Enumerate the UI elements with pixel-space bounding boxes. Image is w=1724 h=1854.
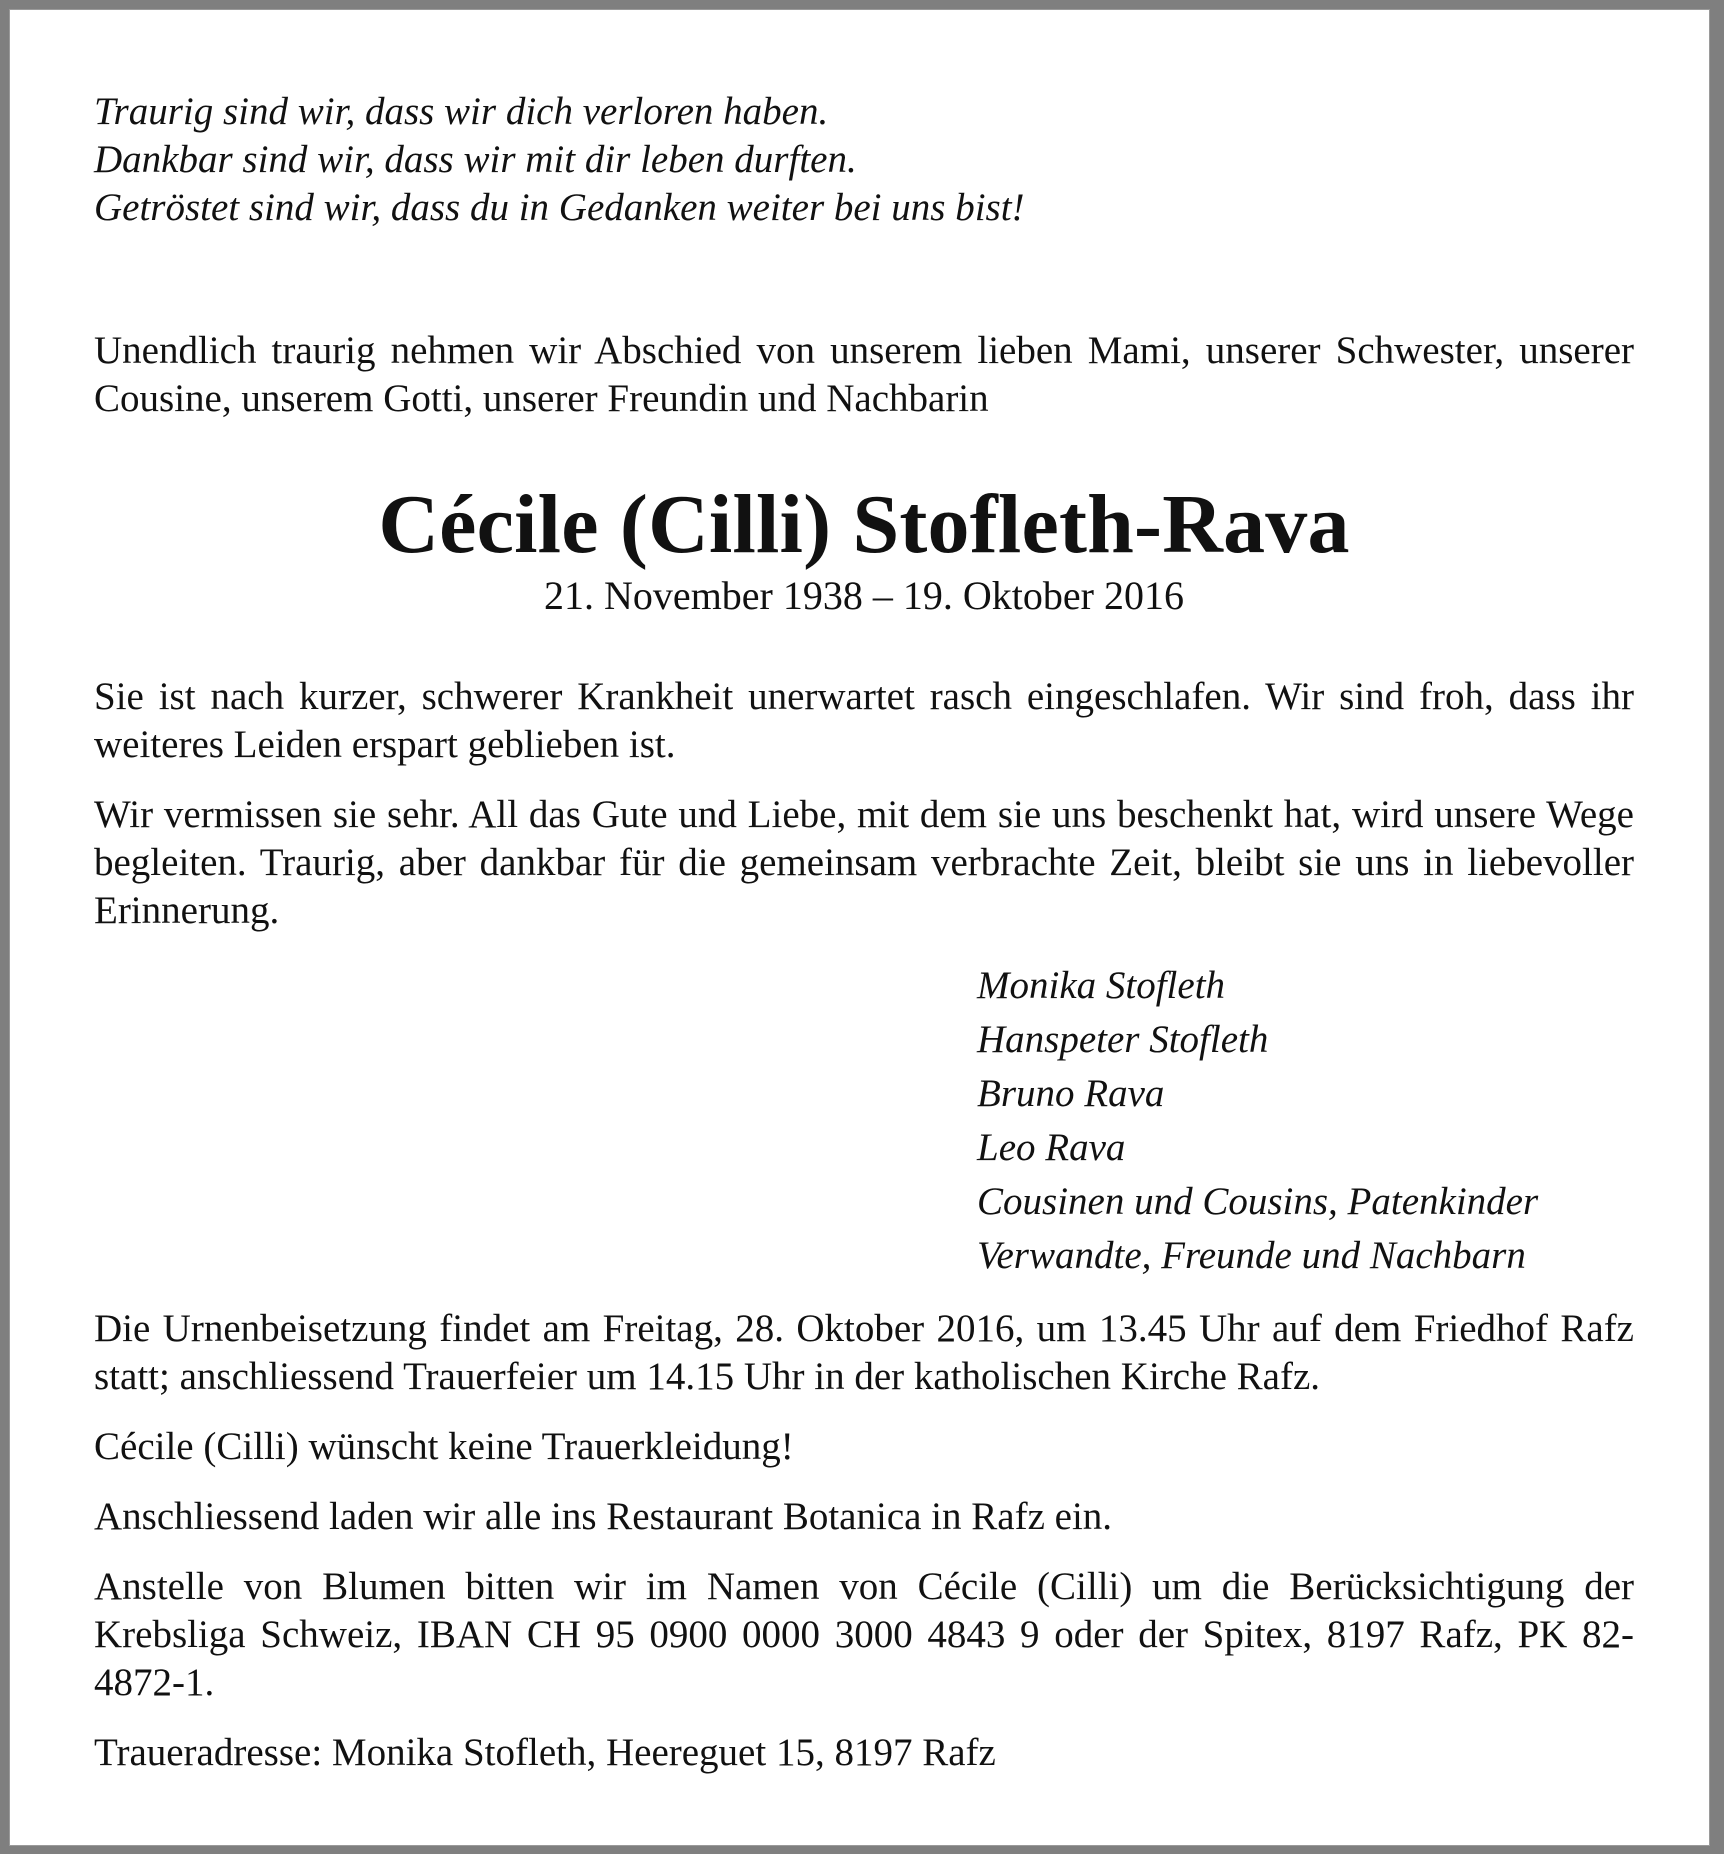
motto-verse bbox=[94, 88, 1634, 232]
body-paragraph: Wir vermissen sie sehr. All das Gute und Liebe, mit dem sie uns beschenkt hat, wird unsere Wege begleiten. Traurig, aber dankbar für die gemeinsam verbrachte Zeit, bleibt sie uns in liebevoller Erinnerung. bbox=[94, 793, 1634, 932]
life-dates: 21. November 1938 – 19. Oktober 2016 bbox=[544, 573, 1184, 618]
signer-name: Hanspeter Stofleth bbox=[977, 1018, 1269, 1061]
funeral-notice: Die Urnenbeisetzung findet am Freitag, 28. Oktober 2016, um 13.45 Uhr auf dem Friedhof Rafz statt; anschliessend Trauerfeier um 14.15 Uhr in der katholischen Kirche Rafz. bbox=[94, 1307, 1634, 1398]
signer-name: Monika Stofleth bbox=[977, 964, 1226, 1007]
motto-line: Dankbar sind wir, dass wir mit dir leben durften. bbox=[94, 138, 857, 181]
intro-paragraph: Unendlich traurig nehmen wir Abschied von unserem lieben Mami, unserer Schwester, unserer Cousine, unserem Gotti, unserer Freundin und Nachbarin bbox=[94, 329, 1634, 420]
donation-notice: Anstelle von Blumen bitten wir im Namen von Cécile (Cilli) um die Berücksichtigung der Krebsliga Schweiz, IBAN CH 95 0900 0000 3000 4843 9 oder der Spitex, 8197 Rafz, PK 82-4872-1. bbox=[94, 1565, 1634, 1704]
motto-line: Getröstet sind wir, dass du in Gedanken weiter bei uns bist! bbox=[94, 186, 1025, 229]
deceased-name: Cécile (Cilli) Stofleth-Rava bbox=[378, 478, 1350, 571]
mourning-address: Traueradresse: Monika Stofleth, Heereguet 15, 8197 Rafz bbox=[94, 1731, 996, 1774]
signers-list bbox=[977, 959, 1634, 1283]
motto-line: Traurig sind wir, dass wir dich verloren haben. bbox=[94, 90, 829, 133]
signer-name: Cousinen und Cousins, Patenkinder bbox=[977, 1180, 1539, 1223]
obituary-page bbox=[10, 10, 1709, 1845]
signer-name: Bruno Rava bbox=[977, 1072, 1165, 1115]
obituary-content bbox=[94, 88, 1634, 1777]
dress-notice: Cécile (Cilli) wünscht keine Trauerkleidung! bbox=[94, 1425, 794, 1468]
signer-name: Verwandte, Freunde und Nachbarn bbox=[977, 1234, 1526, 1277]
signer-name: Leo Rava bbox=[977, 1126, 1126, 1169]
reception-notice: Anschliessend laden wir alle ins Restaurant Botanica in Rafz ein. bbox=[94, 1495, 1113, 1538]
body-paragraph: Sie ist nach kurzer, schwerer Krankheit unerwartet rasch eingeschlafen. Wir sind froh, dass ihr weiteres Leiden erspart geblieben ist. bbox=[94, 675, 1634, 766]
